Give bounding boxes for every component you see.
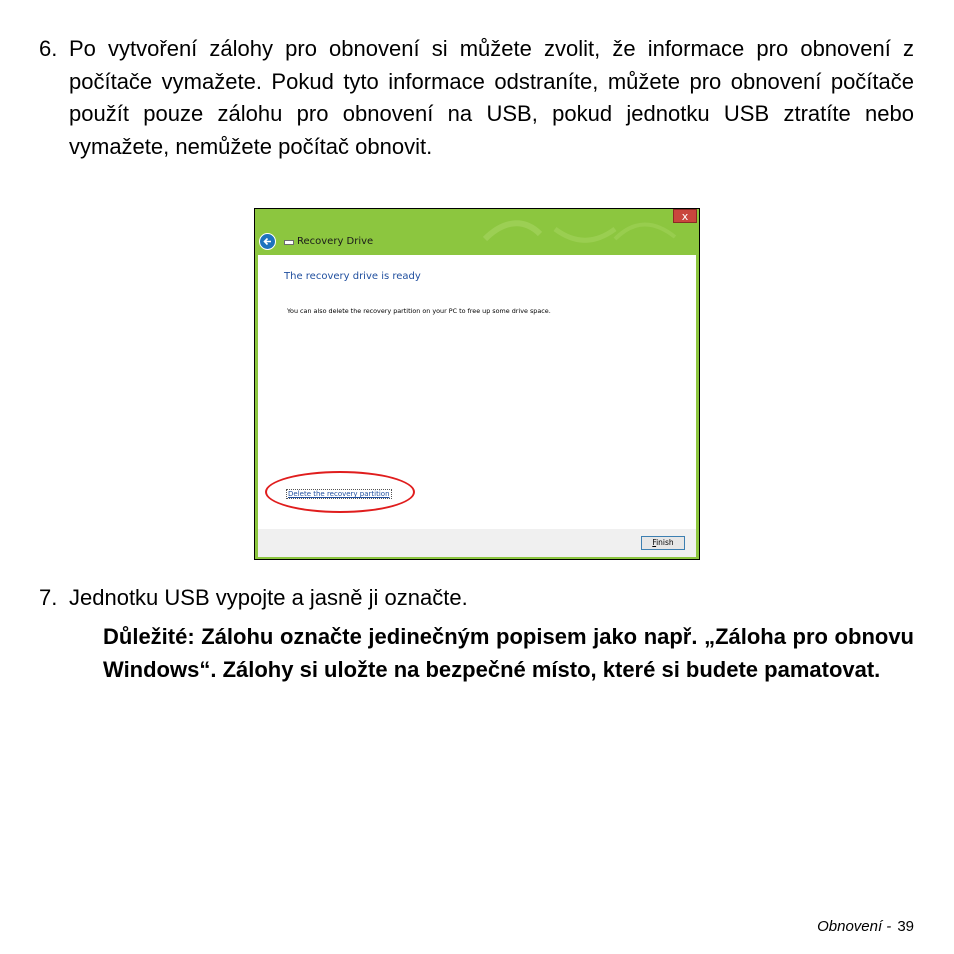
step-7 bbox=[39, 582, 914, 615]
dialog-footer-bar bbox=[258, 529, 696, 557]
window-title: Recovery Drive bbox=[297, 236, 374, 247]
finish-label: inish bbox=[656, 538, 674, 547]
window-background-decoration bbox=[255, 209, 699, 259]
step-6-text: Po vytvoření zálohy pro obnovení si můžete zvolit, že informace pro obnovení z počítače vymažete. Pokud tyto informace odstraníte, můžete pro obnovení počítače použít pouze zálohu pro obnovení na USB, pokud jednotku USB ztratíte nebo vymažete, nemůžete počítač obnovit. bbox=[69, 36, 914, 159]
finish-access-key: F bbox=[652, 538, 657, 547]
dialog-body-text: You can also delete the recovery partition on your PC to free up some drive space. bbox=[287, 307, 551, 315]
page-number: 39 bbox=[897, 918, 914, 935]
step-7-text: Jednotku USB vypojte a jasně ji označte. bbox=[69, 585, 468, 610]
dialog-heading: The recovery drive is ready bbox=[284, 271, 421, 282]
step-7-number: 7. bbox=[39, 585, 58, 610]
finish-button[interactable] bbox=[641, 536, 685, 550]
close-button[interactable]: x bbox=[673, 209, 697, 223]
delete-recovery-partition-link[interactable]: Delete the recovery partition bbox=[288, 490, 390, 498]
footer-section: Obnovení - bbox=[817, 918, 892, 935]
back-arrow-icon[interactable] bbox=[259, 233, 276, 250]
step-6-number: 6. bbox=[39, 36, 58, 61]
step-6 bbox=[39, 33, 914, 198]
page-footer bbox=[817, 918, 914, 935]
highlight-ellipse bbox=[265, 471, 415, 513]
drive-icon bbox=[284, 240, 294, 245]
important-note: Důležité: Zálohu označte jedinečným popisem jako např. „Záloha pro obnovu Windows“. Zálohy si uložte na bezpečné místo, které si budete pamatovat. bbox=[103, 624, 914, 682]
